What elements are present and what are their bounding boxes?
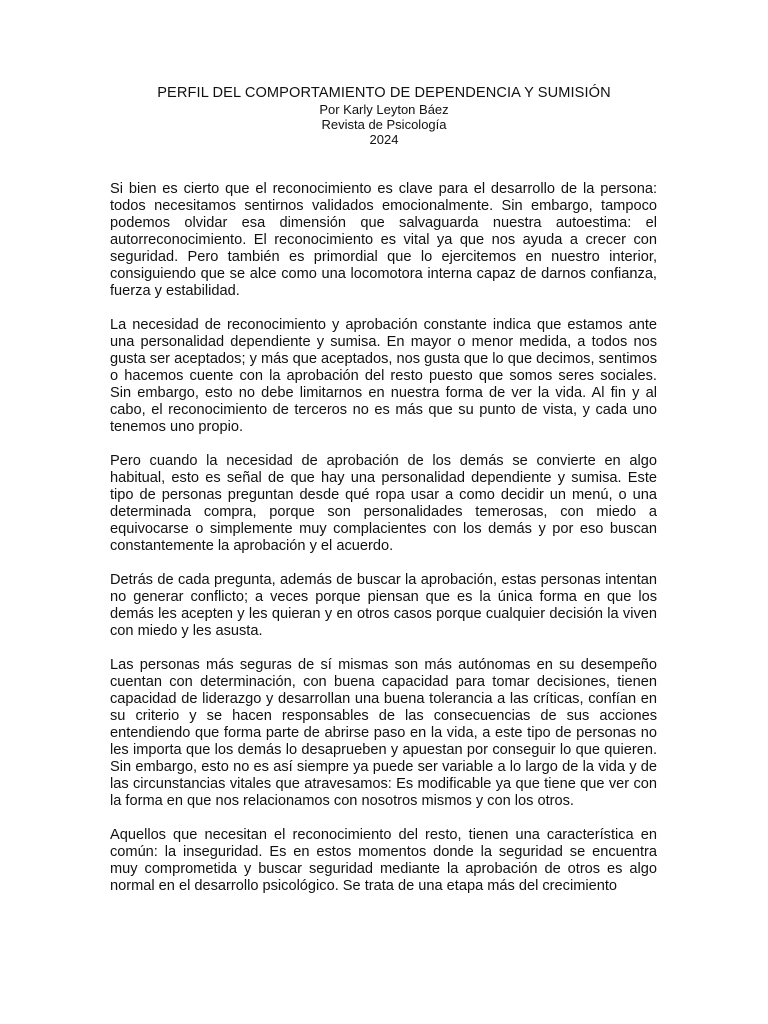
year-line: 2024 (369, 132, 399, 147)
paragraph-5: Las personas más seguras de sí mismas son más autónomas en su desempeño cuentan con determinación, con buena capacidad para tomar decisiones, tienen capacidad de liderazgo y desarrollan una buena tolerancia a las críticas, confían en su criterio y se hacen responsables de las consecuencias de sus acciones entendiendo que forma parte de abrirse paso en la vida, a este tipo de personas no les importa que los demás lo desaprueben y apuestan por conseguir lo que quieren. Sin embargo, esto no es así siempre ya puede ser variable a lo largo de la vida y de las circunstancias vitales que atravesamos: Es modificable ya que tiene que ver con la forma en que nos relacionamos con nosotros mismos y con los otros. (110, 657, 657, 809)
paragraph-1: Si bien es cierto que el reconocimiento es clave para el desarrollo de la persona: todos necesitamos sentirnos validados emocionalmente. Sin embargo, tampoco podemos olvidar esa dimensión que salvaguarda nuestra autoestima: el autorreconocimiento. El reconocimiento es vital ya que nos ayuda a crecer con seguridad. Pero también es primordial que lo ejercitemos en nuestro interior, consiguiendo que se alce como una locomotora interna capaz de darnos confianza, fuerza y estabilidad. (110, 181, 657, 299)
document-title: PERFIL DEL COMPORTAMIENTO DE DEPENDENCIA Y SUMISIÓN (157, 85, 611, 101)
paragraph-6: Aquellos que necesitan el reconocimiento del resto, tienen una característica en común: la inseguridad. Es en estos momentos donde la seguridad se encuentra muy comprometida y buscar seguridad mediante la aprobación de otros es algo normal en el desarrollo psicológico. Se trata de una etapa más del crecimiento (110, 827, 657, 894)
paragraph-2: La necesidad de reconocimiento y aprobación constante indica que estamos ante una personalidad dependiente y sumisa. En mayor o menor medida, a todos nos gusta ser aceptados; y más que aceptados, nos gusta que lo que decimos, sentimos o hacemos cuente con la aprobación del resto puesto que somos seres sociales. Sin embargo, esto no debe limitarnos en nuestra forma de ver la vida. Al fin y al cabo, el reconocimiento de terceros no es más que su punto de vista, y cada uno tenemos uno propio. (110, 317, 657, 435)
paragraph-3: Pero cuando la necesidad de aprobación de los demás se convierte en algo habitual, esto es señal de que hay una personalidad dependiente y sumisa. Este tipo de personas preguntan desde qué ropa usar a como decidir un menú, o una determinada compra, porque son personalidades temerosas, con miedo a equivocarse o simplemente muy complacientes con los demás y por eso buscan constantemente la aprobación y el acuerdo. (110, 453, 657, 554)
paragraph-4: Detrás de cada pregunta, además de buscar la aprobación, estas personas intentan no generar conflicto; a veces porque piensan que es la única forma en que los demás les acepten y les quieran y en otros casos porque cualquier decisión la viven con miedo y les asusta. (110, 572, 657, 639)
document-header (0, 84, 768, 147)
journal-line: Revista de Psicología (321, 117, 447, 132)
document-body (110, 181, 657, 912)
author-line: Por Karly Leyton Báez (319, 102, 449, 117)
